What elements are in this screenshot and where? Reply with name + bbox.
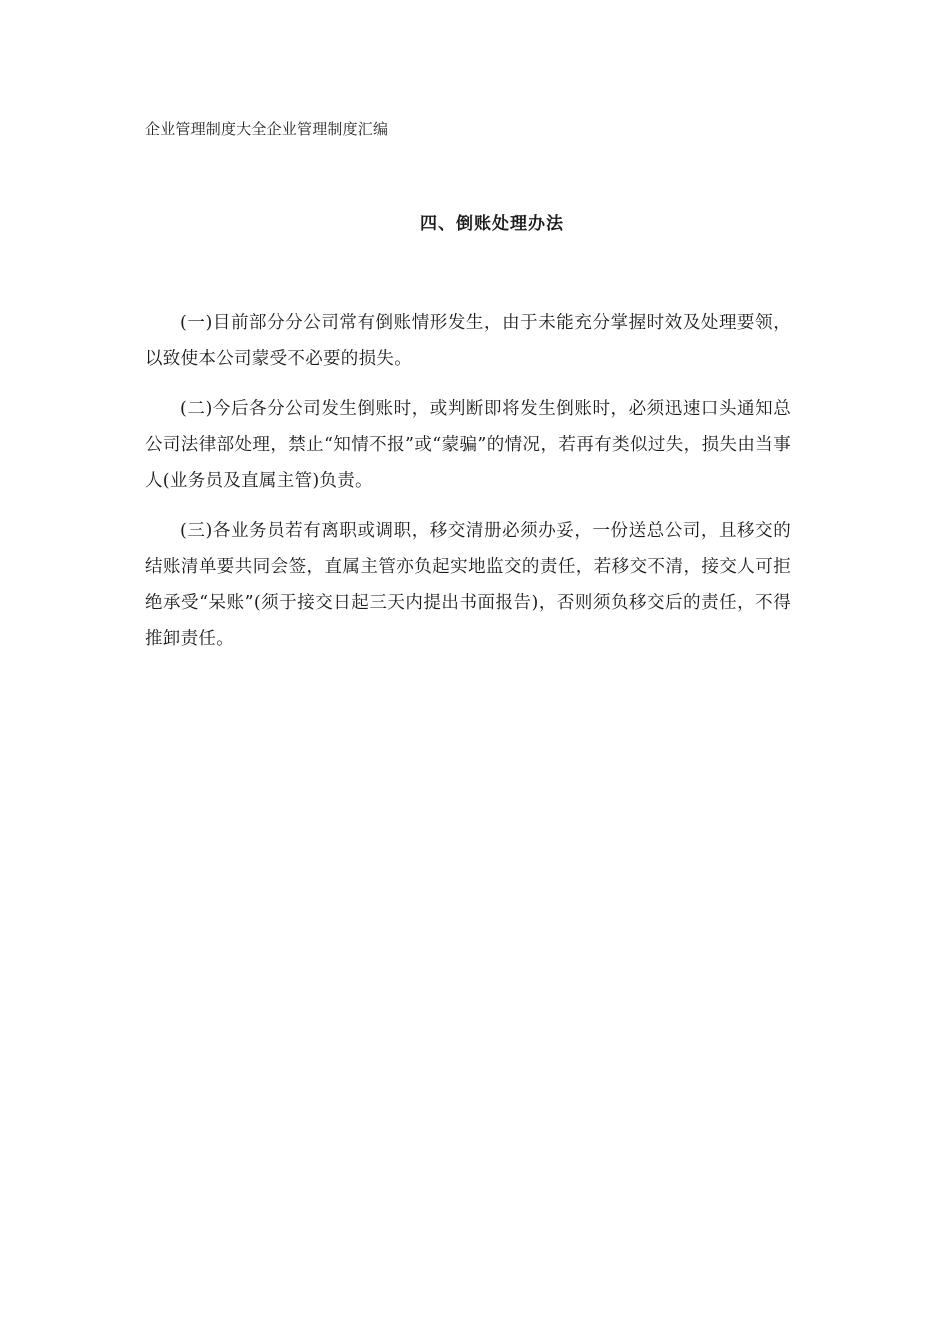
paragraph-3: (三)各业务员若有离职或调职，移交清册必须办妥，一份送总公司，且移交的结账清单要共同会签，直属主管亦负起实地监交的责任，若移交不清，接交人可拒绝承受“呆账”(须于接交日起三天内提出书面报告)，否则须负移交后的责任，不得推卸责任。 (145, 521, 791, 649)
document-body (145, 305, 791, 671)
paragraph-2: (二)今后各分公司发生倒账时，或判断即将发生倒账时，必须迅速口头通知总公司法律部处理，禁止“知情不报”或“蒙骗”的情况，若再有类似过失，损失由当事人(业务员及直属主管)负责。 (145, 399, 791, 491)
section-title: 四、倒账处理办法 (420, 214, 564, 234)
paragraph-1: (一)目前部分分公司常有倒账情形发生，由于未能充分掌握时效及处理要领，以致使本公司蒙受不必要的损失。 (145, 313, 791, 369)
page-header: 企业管理制度大全企业管理制度汇编 (145, 120, 389, 138)
